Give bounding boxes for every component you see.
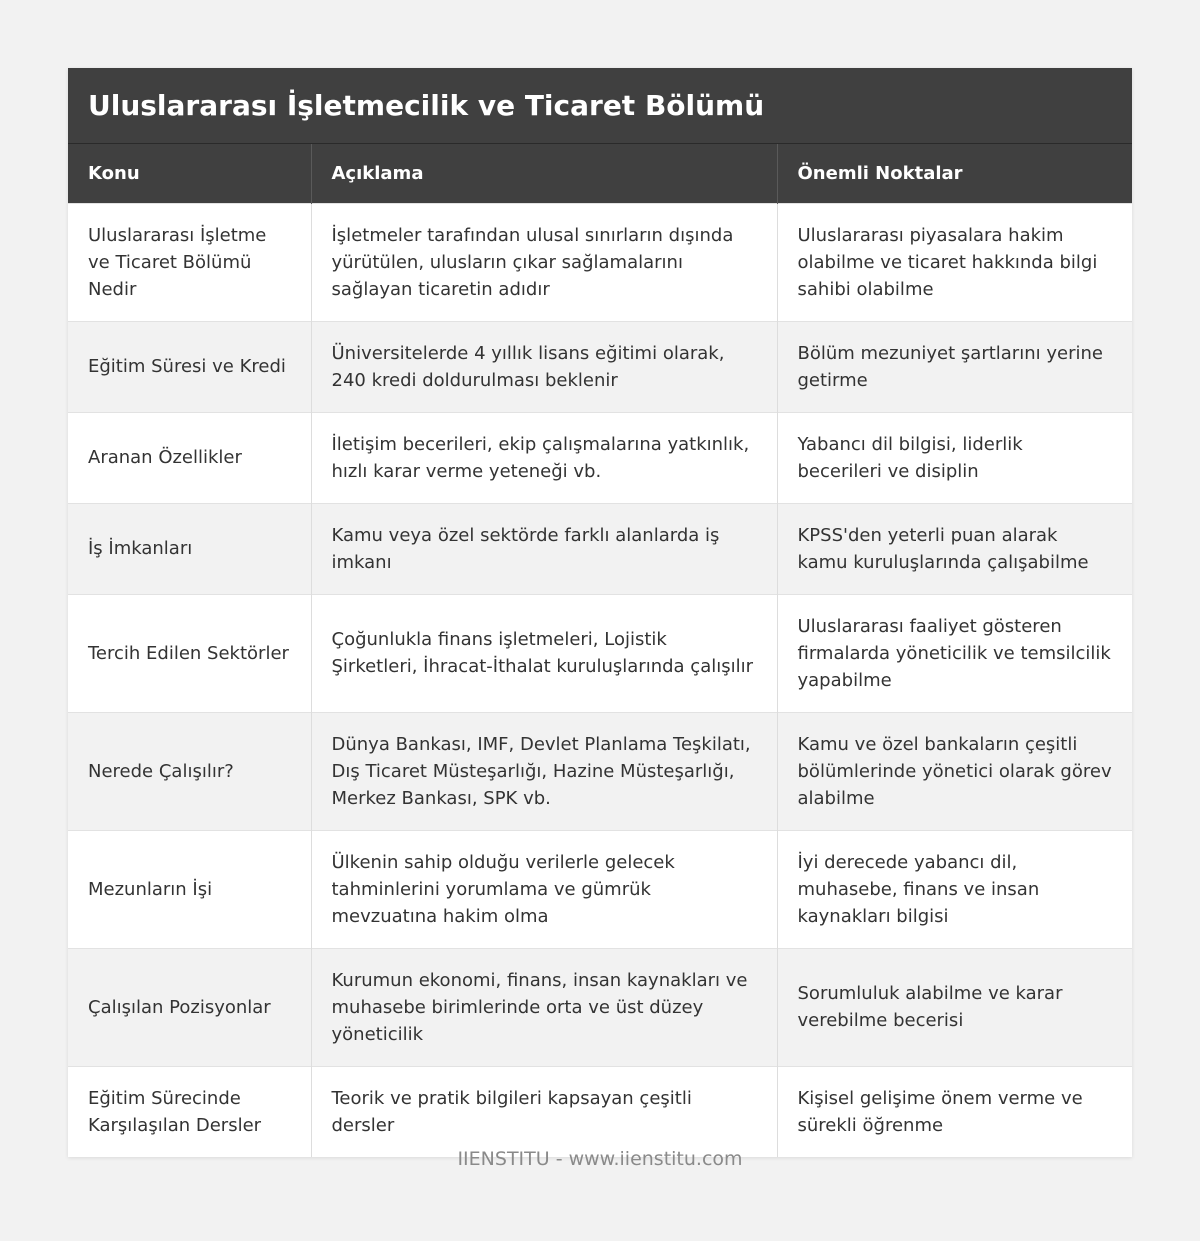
cell-topic: Mezunların İşi [68, 830, 311, 948]
cell-topic: Eğitim Süresi ve Kredi [68, 321, 311, 412]
cell-description: Çoğunlukla finans işletmeleri, Lojistik Şirketleri, İhracat-İthalat kuruluşlarında çalışılır [311, 594, 777, 712]
table-row [68, 412, 1132, 503]
cell-key-points: Uluslararası faaliyet gösteren firmalarda yöneticilik ve temsilcilik yapabilme [777, 594, 1132, 712]
table-header [68, 144, 1132, 203]
cell-topic: Aranan Özellikler [68, 412, 311, 503]
cell-topic: İş İmkanları [68, 503, 311, 594]
cell-key-points: Yabancı dil bilgisi, liderlik becerileri ve disiplin [777, 412, 1132, 503]
footer-credit: IIENSTITU - www.iienstitu.com [457, 1148, 743, 1170]
cell-key-points: Kişisel gelişime önem verme ve sürekli öğrenme [777, 1066, 1132, 1157]
table-row [68, 1066, 1132, 1157]
cell-topic: Tercih Edilen Sektörler [68, 594, 311, 712]
cell-topic: Çalışılan Pozisyonlar [68, 948, 311, 1066]
table-row [68, 594, 1132, 712]
table-row [68, 503, 1132, 594]
cell-key-points: Bölüm mezuniyet şartlarını yerine getirme [777, 321, 1132, 412]
cell-description: Teorik ve pratik bilgileri kapsayan çeşitli dersler [311, 1066, 777, 1157]
cell-key-points: Uluslararası piyasalara hakim olabilme ve ticaret hakkında bilgi sahibi olabilme [777, 203, 1132, 321]
cell-topic: Eğitim Sürecinde Karşılaşılan Dersler [68, 1066, 311, 1157]
cell-description: Ülkenin sahip olduğu verilerle gelecek tahminlerini yorumlama ve gümrük mevzuatına hakim olma [311, 830, 777, 948]
info-table [68, 144, 1132, 1157]
cell-key-points: KPSS'den yeterli puan alarak kamu kuruluşlarında çalışabilme [777, 503, 1132, 594]
table-row [68, 830, 1132, 948]
table-row [68, 203, 1132, 321]
cell-key-points: Sorumluluk alabilme ve karar verebilme becerisi [777, 948, 1132, 1066]
cell-description: Kurumun ekonomi, finans, insan kaynakları ve muhasebe birimlerinde orta ve üst düzey yöneticilik [311, 948, 777, 1066]
cell-key-points: İyi derecede yabancı dil, muhasebe, finans ve insan kaynakları bilgisi [777, 830, 1132, 948]
cell-description: İşletmeler tarafından ulusal sınırların dışında yürütülen, ulusların çıkar sağlamalarını sağlayan ticaretin adıdır [311, 203, 777, 321]
table-title: Uluslararası İşletmecilik ve Ticaret Bölümü [88, 89, 765, 122]
table-body [68, 203, 1132, 1157]
table-row [68, 321, 1132, 412]
cell-description: Üniversitelerde 4 yıllık lisans eğitimi olarak, 240 kredi doldurulması beklenir [311, 321, 777, 412]
table-row [68, 948, 1132, 1066]
info-table-card [68, 68, 1132, 1157]
cell-description: Dünya Bankası, IMF, Devlet Planlama Teşkilatı, Dış Ticaret Müsteşarlığı, Hazine Müsteşarlığı, Merkez Bankası, SPK vb. [311, 712, 777, 830]
column-header-konu: Konu [68, 144, 311, 203]
cell-description: Kamu veya özel sektörde farklı alanlarda iş imkanı [311, 503, 777, 594]
header-row [68, 144, 1132, 203]
cell-topic: Nerede Çalışılır? [68, 712, 311, 830]
cell-key-points: Kamu ve özel bankaların çeşitli bölümlerinde yönetici olarak görev alabilme [777, 712, 1132, 830]
table-row [68, 712, 1132, 830]
table-title-bar [68, 68, 1132, 144]
cell-description: İletişim becerileri, ekip çalışmalarına yatkınlık, hızlı karar verme yeteneği vb. [311, 412, 777, 503]
cell-topic: Uluslararası İşletme ve Ticaret Bölümü Nedir [68, 203, 311, 321]
column-header-onemli-noktalar: Önemli Noktalar [777, 144, 1132, 203]
column-header-aciklama: Açıklama [311, 144, 777, 203]
